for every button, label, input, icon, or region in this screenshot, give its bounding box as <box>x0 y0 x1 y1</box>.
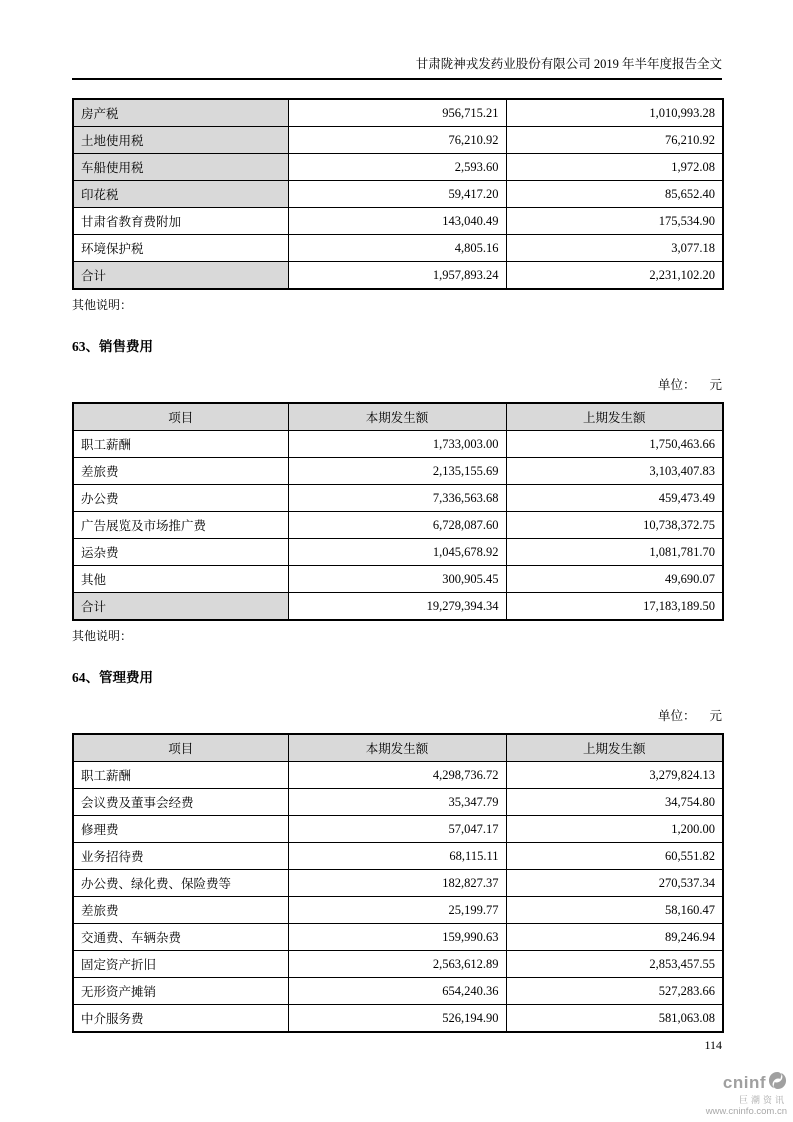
row-label: 职工薪酬 <box>73 431 288 458</box>
row-label: 运杂费 <box>73 539 288 566</box>
table-row <box>73 843 723 870</box>
admin-expenses-table <box>72 733 724 1033</box>
table-row <box>73 897 723 924</box>
prior-period-amount: 17,183,189.50 <box>506 593 723 621</box>
prior-period-amount: 175,534.90 <box>506 208 723 235</box>
unit-label: 单位： <box>657 709 696 723</box>
row-label: 会议费及董事会经费 <box>73 789 288 816</box>
prior-period-amount: 3,077.18 <box>506 235 723 262</box>
row-label: 广告展览及市场推广费 <box>73 512 288 539</box>
prior-period-amount: 89,246.94 <box>506 924 723 951</box>
cninfo-logo-row <box>706 1071 787 1095</box>
unit-value: 元 <box>709 709 722 723</box>
row-label: 甘肃省教育费附加 <box>73 208 288 235</box>
current-period-amount: 300,905.45 <box>288 566 506 593</box>
row-label: 无形资产摊销 <box>73 978 288 1005</box>
other-note: 其他说明： <box>72 298 133 312</box>
table-row <box>73 485 723 512</box>
row-label: 合计 <box>73 593 288 621</box>
unit-line <box>72 709 722 724</box>
current-period-amount: 59,417.20 <box>288 181 506 208</box>
prior-period-amount: 1,972.08 <box>506 154 723 181</box>
prior-period-amount: 76,210.92 <box>506 127 723 154</box>
prior-period-amount: 581,063.08 <box>506 1005 723 1033</box>
page-number: 114 <box>704 1038 722 1052</box>
selling-header-row <box>73 403 723 431</box>
current-period-amount: 6,728,087.60 <box>288 512 506 539</box>
table-row <box>73 127 723 154</box>
content-area <box>0 57 793 1033</box>
table-row <box>73 458 723 485</box>
table-row <box>73 978 723 1005</box>
table-row <box>73 99 723 127</box>
table-row <box>73 870 723 897</box>
prior-period-amount: 10,738,372.75 <box>506 512 723 539</box>
row-label: 办公费 <box>73 485 288 512</box>
table-row <box>73 1005 723 1033</box>
unit-label: 单位： <box>657 378 696 392</box>
row-label: 印花税 <box>73 181 288 208</box>
table-row <box>73 262 723 290</box>
table-row <box>73 924 723 951</box>
row-label: 其他 <box>73 566 288 593</box>
current-period-amount: 25,199.77 <box>288 897 506 924</box>
admin-table-body <box>73 734 723 1032</box>
prior-period-amount: 3,103,407.83 <box>506 458 723 485</box>
prior-period-amount: 34,754.80 <box>506 789 723 816</box>
prior-period-amount: 1,750,463.66 <box>506 431 723 458</box>
current-period-amount: 159,990.63 <box>288 924 506 951</box>
admin-header-row <box>73 734 723 762</box>
current-period-amount: 4,805.16 <box>288 235 506 262</box>
cninfo-caption: 巨潮资讯 <box>738 1094 787 1105</box>
prior-period-amount: 459,473.49 <box>506 485 723 512</box>
prior-period-amount: 1,010,993.28 <box>506 99 723 127</box>
current-period-amount: 4,298,736.72 <box>288 762 506 789</box>
report-title: 甘肃陇神戎发药业股份有限公司 2019 年半年度报告全文 <box>415 57 722 71</box>
page-header <box>72 57 722 80</box>
column-header-item: 项目 <box>73 403 288 431</box>
row-label: 业务招待费 <box>73 843 288 870</box>
table-row <box>73 539 723 566</box>
unit-value: 元 <box>709 378 722 392</box>
row-label: 差旅费 <box>73 897 288 924</box>
current-period-amount: 1,045,678.92 <box>288 539 506 566</box>
table-row <box>73 566 723 593</box>
current-period-amount: 654,240.36 <box>288 978 506 1005</box>
row-label: 合计 <box>73 262 288 290</box>
row-label: 中介服务费 <box>73 1005 288 1033</box>
table-row <box>73 181 723 208</box>
current-period-amount: 68,115.11 <box>288 843 506 870</box>
row-label: 车船使用税 <box>73 154 288 181</box>
table-row <box>73 512 723 539</box>
current-period-amount: 2,563,612.89 <box>288 951 506 978</box>
current-period-amount: 1,733,003.00 <box>288 431 506 458</box>
row-label: 修理费 <box>73 816 288 843</box>
current-period-amount: 2,593.60 <box>288 154 506 181</box>
row-label: 环境保护税 <box>73 235 288 262</box>
table-row <box>73 431 723 458</box>
current-period-amount: 35,347.79 <box>288 789 506 816</box>
column-header-prior: 上期发生额 <box>506 734 723 762</box>
current-period-amount: 182,827.37 <box>288 870 506 897</box>
current-period-amount: 76,210.92 <box>288 127 506 154</box>
current-period-amount: 956,715.21 <box>288 99 506 127</box>
table-row <box>73 154 723 181</box>
section-heading-selling-expenses: 63、销售费用 <box>72 339 153 354</box>
selling-table-body <box>73 403 723 620</box>
prior-period-amount: 60,551.82 <box>506 843 723 870</box>
prior-period-amount: 58,160.47 <box>506 897 723 924</box>
table-row <box>73 235 723 262</box>
table-row <box>73 593 723 621</box>
prior-period-amount: 2,853,457.55 <box>506 951 723 978</box>
current-period-amount: 2,135,155.69 <box>288 458 506 485</box>
row-label: 土地使用税 <box>73 127 288 154</box>
table-row <box>73 816 723 843</box>
row-label: 交通费、车辆杂费 <box>73 924 288 951</box>
prior-period-amount: 2,231,102.20 <box>506 262 723 290</box>
selling-expenses-table <box>72 402 724 621</box>
prior-period-amount: 527,283.66 <box>506 978 723 1005</box>
table-row <box>73 789 723 816</box>
row-label: 固定资产折旧 <box>73 951 288 978</box>
cninfo-swirl-icon <box>768 1071 787 1095</box>
current-period-amount: 57,047.17 <box>288 816 506 843</box>
cninfo-watermark <box>706 1071 787 1117</box>
table-row <box>73 762 723 789</box>
current-period-amount: 143,040.49 <box>288 208 506 235</box>
prior-period-amount: 1,081,781.70 <box>506 539 723 566</box>
column-header-current: 本期发生额 <box>288 403 506 431</box>
tax-table-body <box>73 99 723 289</box>
row-label: 职工薪酬 <box>73 762 288 789</box>
table-row <box>73 951 723 978</box>
cninfo-url: www.cninfo.com.cn <box>705 1105 787 1117</box>
table-row <box>73 208 723 235</box>
prior-period-amount: 1,200.00 <box>506 816 723 843</box>
current-period-amount: 1,957,893.24 <box>288 262 506 290</box>
current-period-amount: 526,194.90 <box>288 1005 506 1033</box>
current-period-amount: 7,336,563.68 <box>288 485 506 512</box>
unit-line <box>72 378 722 393</box>
prior-period-amount: 49,690.07 <box>506 566 723 593</box>
cninfo-logo-text: cninf <box>722 1072 766 1092</box>
row-label: 差旅费 <box>73 458 288 485</box>
column-header-prior: 上期发生额 <box>506 403 723 431</box>
section-heading-admin-expenses: 64、管理费用 <box>72 670 153 685</box>
tax-surcharge-table <box>72 98 724 290</box>
column-header-item: 项目 <box>73 734 288 762</box>
current-period-amount: 19,279,394.34 <box>288 593 506 621</box>
column-header-current: 本期发生额 <box>288 734 506 762</box>
prior-period-amount: 85,652.40 <box>506 181 723 208</box>
row-label: 房产税 <box>73 99 288 127</box>
other-note: 其他说明： <box>72 629 133 643</box>
prior-period-amount: 3,279,824.13 <box>506 762 723 789</box>
row-label: 办公费、绿化费、保险费等 <box>73 870 288 897</box>
prior-period-amount: 270,537.34 <box>506 870 723 897</box>
